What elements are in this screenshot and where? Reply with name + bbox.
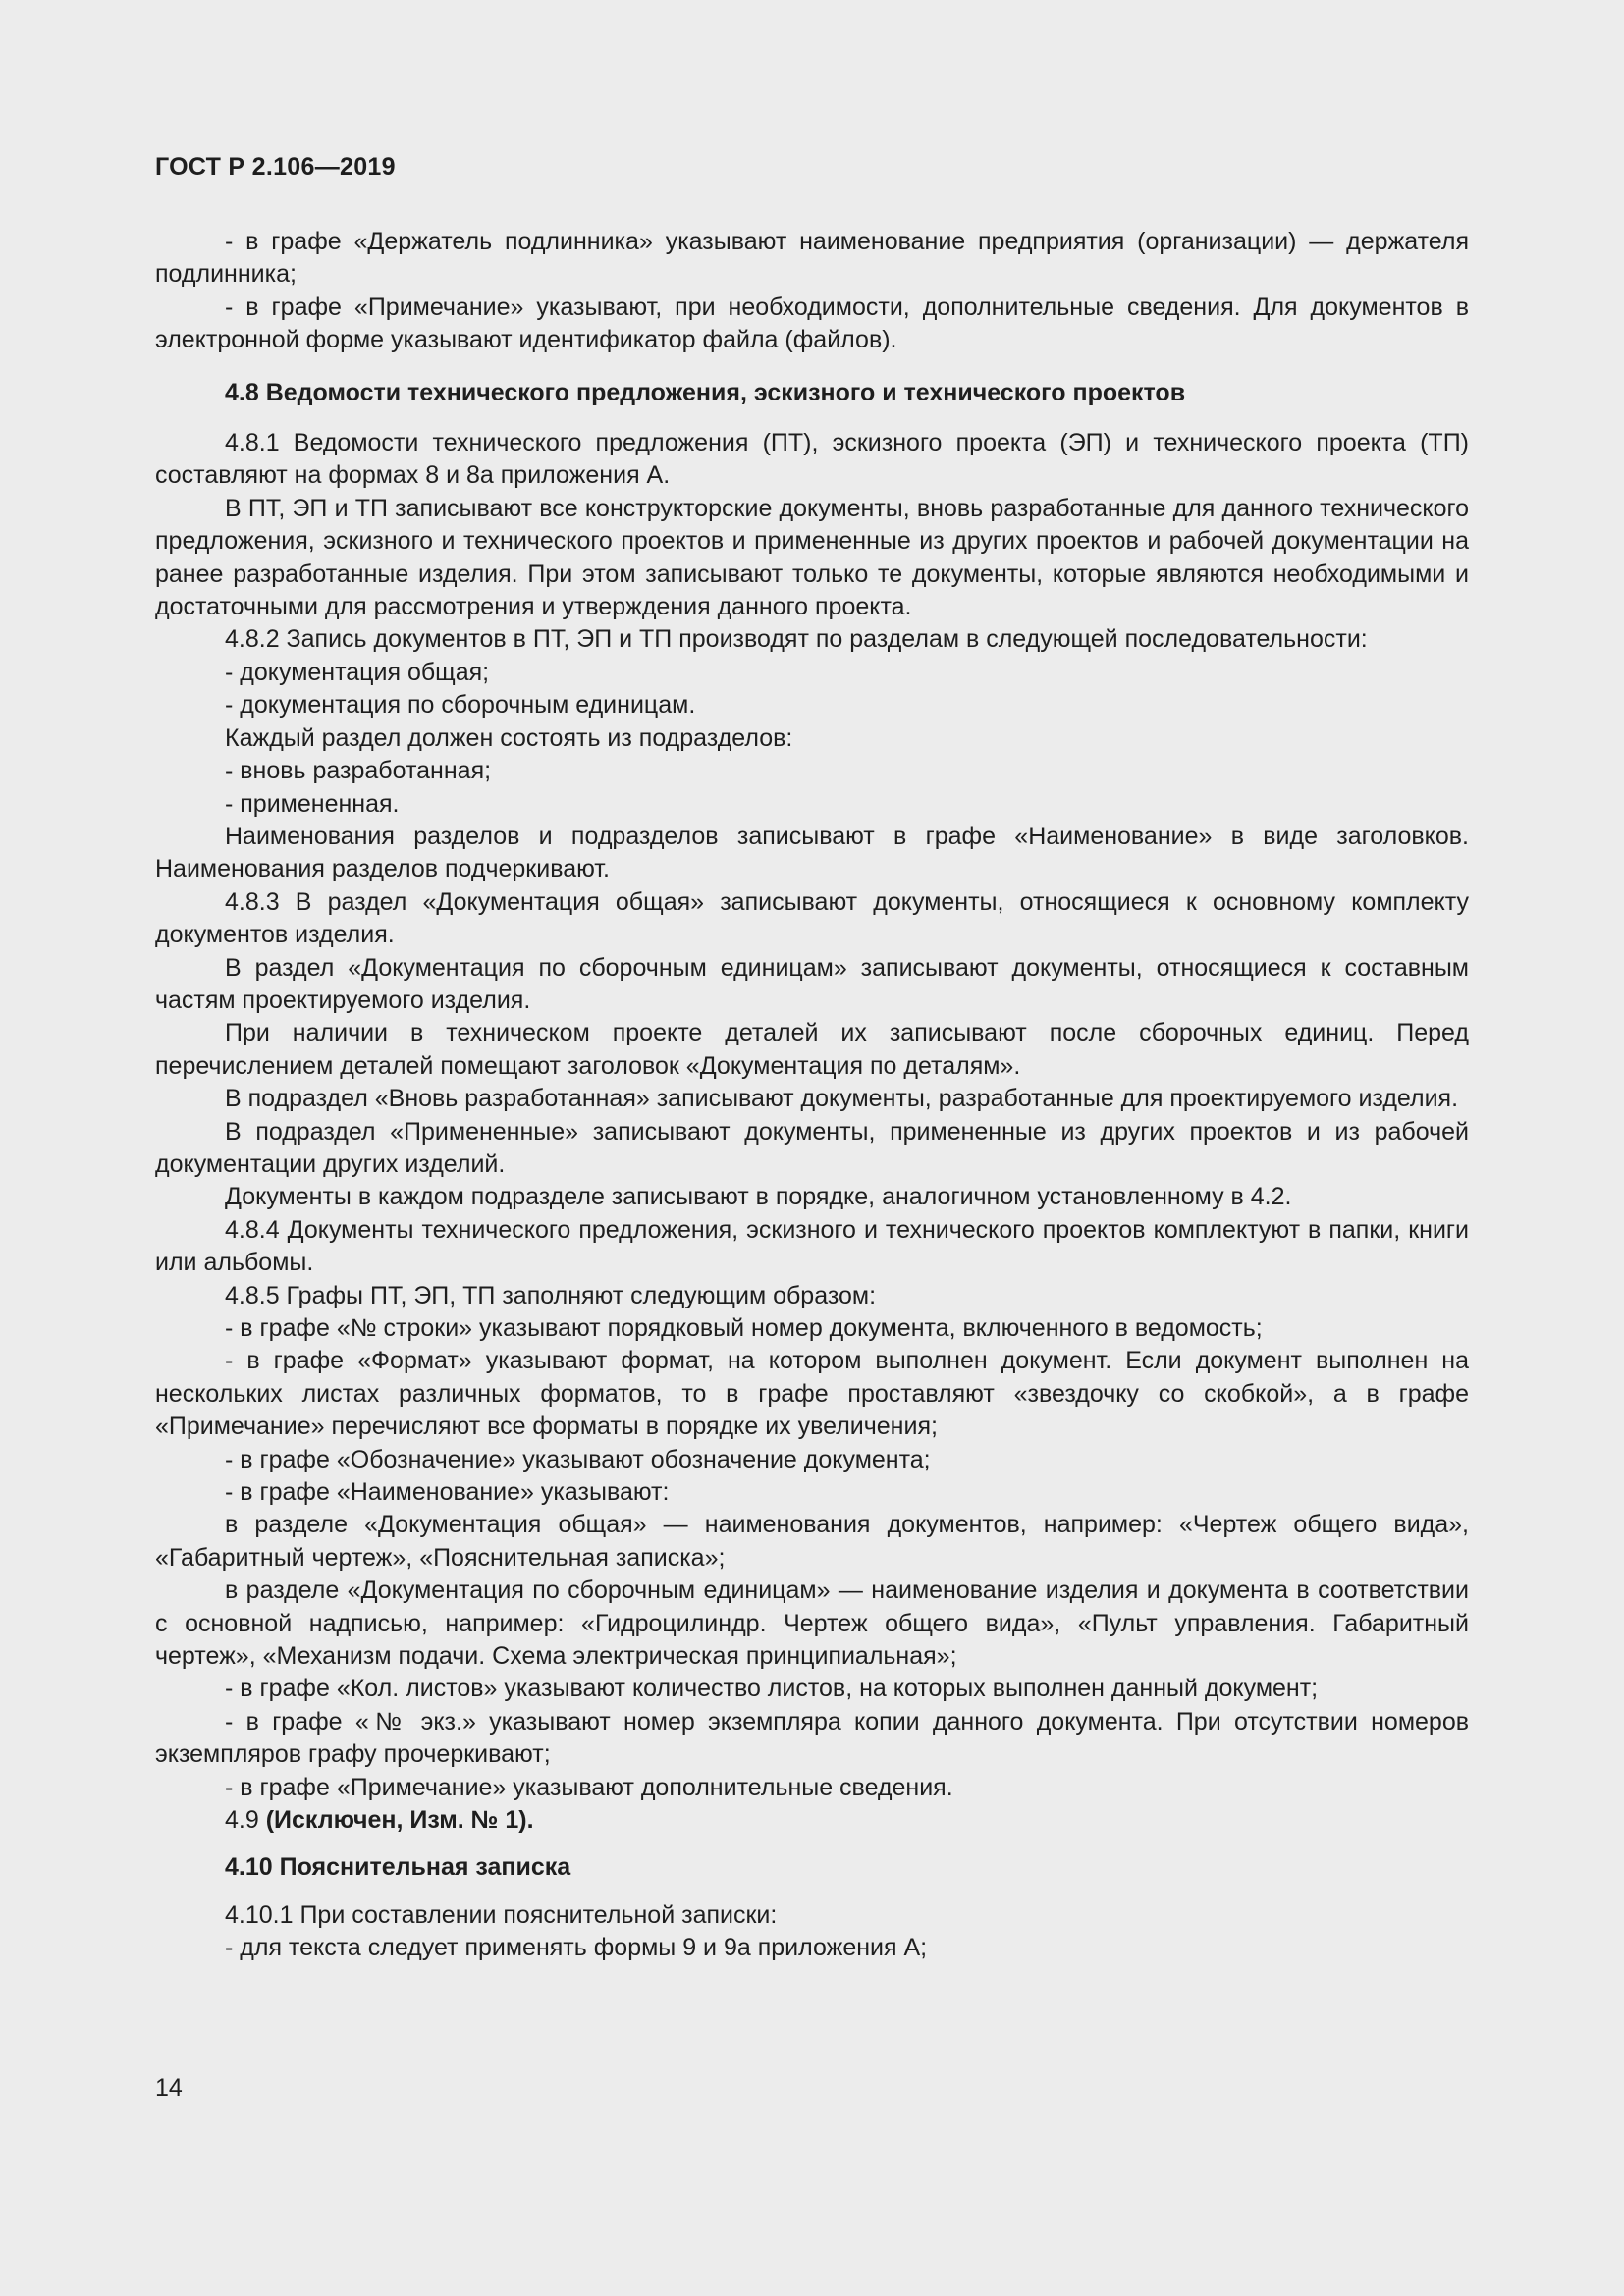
- paragraph-excluded-4-9: [155, 1804, 1469, 1837]
- paragraph: Каждый раздел должен состоять из подразделов:: [225, 723, 793, 752]
- paragraph: В ПТ, ЭП и ТП записывают все конструкторские документы, вновь разработанные для данного технического предложения, эскизного и технического проектов и примененные из других проектов и рабочей документации на ранее разработанные изделия. При этом записывают только те документы, которые являются необходимыми и достаточными для рассмотрения и утверждения данного проекта.: [155, 494, 1469, 621]
- list-item: - документация по сборочным единицам.: [225, 691, 696, 720]
- paragraph: Наименования разделов и подразделов записывают в графе «Наименование» в виде заголовков. Наименования разделов подчеркивают.: [155, 822, 1469, 883]
- excluded-note: (Исключен, Изм. № 1).: [265, 1806, 534, 1835]
- list-item: - документация общая;: [225, 658, 490, 686]
- paragraph: 4.10.1 При составлении пояснительной записки:: [225, 1900, 778, 1929]
- list-item: - в графе «Обозначение» указывают обозначение документа;: [225, 1445, 931, 1473]
- section-heading-4-8: 4.8 Ведомости технического предложения, эскизного и технического проектов: [225, 378, 1186, 406]
- list-item: - для текста следует применять формы 9 и 9а приложения А;: [225, 1934, 928, 1962]
- paragraph: 4.8.3 В раздел «Документация общая» записывают документы, относящиеся к основному комплекту документов изделия.: [155, 887, 1469, 949]
- list-item: - примененная.: [225, 789, 400, 818]
- paragraph: Документы в каждом подразделе записывают в порядке, аналогичном установленному в 4.2.: [225, 1183, 1292, 1211]
- list-item: - в графе «Кол. листов» указывают количество листов, на которых выполнен данный документ;: [225, 1675, 1319, 1703]
- paragraph: 4.8.5 Графы ПТ, ЭП, ТП заполняют следующим образом:: [225, 1281, 877, 1309]
- list-item: - в графе «Примечание» указывают дополнительные сведения.: [225, 1773, 953, 1801]
- paragraph: При наличии в техническом проекте деталей их записывают после сборочных единиц. Перед перечислением деталей помещают заголовок «Документация по деталям».: [155, 1019, 1469, 1080]
- paragraph: 4.8.4 Документы технического предложения, эскизного и технического проектов комплектуют в папки, книги или альбомы.: [155, 1215, 1469, 1277]
- list-item: - в графе «№ строки» указывают порядковый номер документа, включенного в ведомость;: [225, 1314, 1263, 1342]
- paragraph: - в графе «Примечание» указывают, при необходимости, дополнительные сведения. Для документов в электронной форме указывают идентификатор файла (файлов).: [155, 293, 1469, 354]
- list-item: - вновь разработанная;: [225, 757, 492, 785]
- document-header: ГОСТ Р 2.106—2019: [155, 153, 396, 181]
- paragraph: в разделе «Документация общая» — наименования документов, например: «Чертеж общего вида», «Габаритный чертеж», «Пояснительная записка»;: [155, 1511, 1469, 1572]
- section-heading-4-10: 4.10 Пояснительная записка: [225, 1852, 571, 1881]
- paragraph: в разделе «Документация по сборочным единицам» — наименование изделия и документа в соответствии с основной надписью, например: «Гидроцилиндр. Чертеж общего вида», «Пульт управления. Габаритный чертеж», «Механизм подачи. Схема электрическая принципиальная»;: [155, 1576, 1469, 1671]
- paragraph: 4.8.2 Запись документов в ПТ, ЭП и ТП производят по разделам в следующей последовательности:: [225, 625, 1368, 654]
- paragraph: - в графе «Держатель подлинника» указывают наименование предприятия (организации) — держателя подлинника;: [155, 228, 1469, 289]
- paragraph: 4.8.1 Ведомости технического предложения (ПТ), эскизного проекта (ЭП) и технического проекта (ТП) составляют на формах 8 и 8а приложения А.: [155, 429, 1469, 490]
- list-item: - в графе «Формат» указывают формат, на котором выполнен документ. Если документ выполнен на нескольких листах различных форматов, то в графе проставляют «звездочку со скобкой», а в графе «Примечание» перечисляют все форматы в порядке их увеличения;: [155, 1347, 1469, 1441]
- list-item: - в графе «№ экз.» указывают номер экземпляра копии данного документа. При отсутствии номеров экземпляров графу прочеркивают;: [155, 1707, 1469, 1769]
- page-number: 14: [155, 2074, 183, 2102]
- clause-number: 4.9: [225, 1806, 259, 1835]
- paragraph: В подраздел «Вновь разработанная» записывают документы, разработанные для проектируемого изделия.: [225, 1085, 1459, 1113]
- page-body: [155, 226, 1469, 1965]
- paragraph: В подраздел «Примененные» записывают документы, примененные из других проектов и из рабочей документации других изделий.: [155, 1117, 1469, 1178]
- paragraph: В раздел «Документация по сборочным единицам» записывают документы, относящиеся к составным частям проектируемого изделия.: [155, 953, 1469, 1014]
- list-item: - в графе «Наименование» указывают:: [225, 1478, 670, 1507]
